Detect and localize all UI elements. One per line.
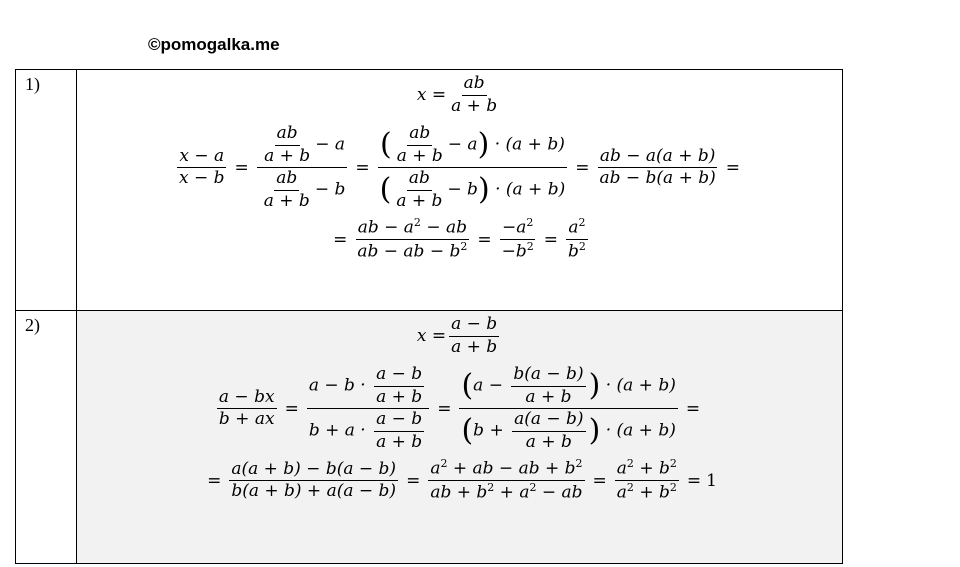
problem-row-1 (16, 70, 843, 311)
result-fraction: $\frac{a^2}{b^2}$ (568, 216, 586, 263)
final-result: 1 (706, 470, 717, 491)
equation-line: $\frac{a - bx}{b + ax}$ = a − b · $\frac{a - b}{a + b}$ b + a · $\frac{a - b}{a + b}$ = (a − $\frac{b(a - b)}{a + b}$ ) · (a + b) (b + $\frac{a(a - b)}{a + b}$ ) · (a + b) = (218, 364, 701, 452)
problem-number: 2) (16, 311, 77, 564)
given-equation: x = $\frac{a - b}{a + b}$ (416, 314, 498, 357)
watermark: ©pomogalka.me (148, 35, 280, 54)
fraction: $\frac{a(a + b) - b(a - b)}{b(a + b) + a(a - b)}$ (231, 458, 397, 502)
problem-body-2 (77, 311, 843, 564)
equation-line: = $\frac{a(a + b) - b(a - b)}{b(a + b) + a(a - b)}$ = $\frac{a^2 + ab - ab + b^2}{ab + b^2 + a^2 - ab}$ = $\frac{a^2 + b^2}{a^2 + b^2}$ = 1 (207, 457, 717, 504)
problem-body-1 (77, 70, 843, 311)
fraction: $\frac{ab}{a + b}$ (451, 73, 498, 116)
fraction: $\frac{a - bx}{b + ax}$ (218, 386, 275, 430)
problem-row-2 (16, 311, 843, 564)
fraction: $\frac{a^2 + b^2}{a^2 + b^2}$ (616, 457, 677, 504)
problem-number: 1) (16, 70, 77, 311)
complex-fraction: ( $\frac{ab}{a + b}$ − a) · (a + b) ( $\frac{ab}{a + b}$ − b) · (a + b) (379, 123, 566, 211)
equation-line: $\frac{x - a}{x - b}$ = $\frac{ab}{a + b}$ − a $\frac{ab}{a + b}$ − b = ( $\frac{ab}{a + b}$ − a) · (a + b) ( $\frac{ab}{a + b}$ − b) · (a + b) = $\frac{ab - a(a + b)}{ab - b(a + b)}$ = (178, 123, 741, 211)
fraction: $\frac{a^2 + ab - ab + b^2}{ab + b^2 + a^2 - ab}$ (430, 457, 583, 504)
fraction: $\frac{ab - a(a + b)}{ab - b(a + b)}$ (599, 145, 716, 189)
fraction: $\frac{a - b}{a + b}$ (451, 314, 498, 357)
complex-fraction: $\frac{ab}{a + b}$ − a $\frac{ab}{a + b}$ − b (257, 124, 348, 211)
complex-fraction: (a − $\frac{b(a - b)}{a + b}$ ) · (a + b) (b + $\frac{a(a - b)}{a + b}$ ) · (a + b) (461, 364, 676, 452)
fraction: $\frac{x - a}{x - b}$ (178, 145, 225, 189)
complex-fraction: a − b · $\frac{a - b}{a + b}$ b + a · $\frac{a - b}{a + b}$ (307, 365, 429, 452)
fraction: $\frac{-a^2}{-b^2}$ (501, 216, 534, 263)
equation-line: = $\frac{ab - a^2 - ab}{ab - ab - b^2}$ = $\frac{-a^2}{-b^2}$ = $\frac{a^2}{b^2}$ (333, 216, 586, 263)
fraction: $\frac{ab - a^2 - ab}{ab - ab - b^2}$ (357, 216, 468, 263)
solution-table (15, 69, 843, 564)
given-equation: x = $\frac{ab}{a + b}$ (416, 73, 498, 116)
